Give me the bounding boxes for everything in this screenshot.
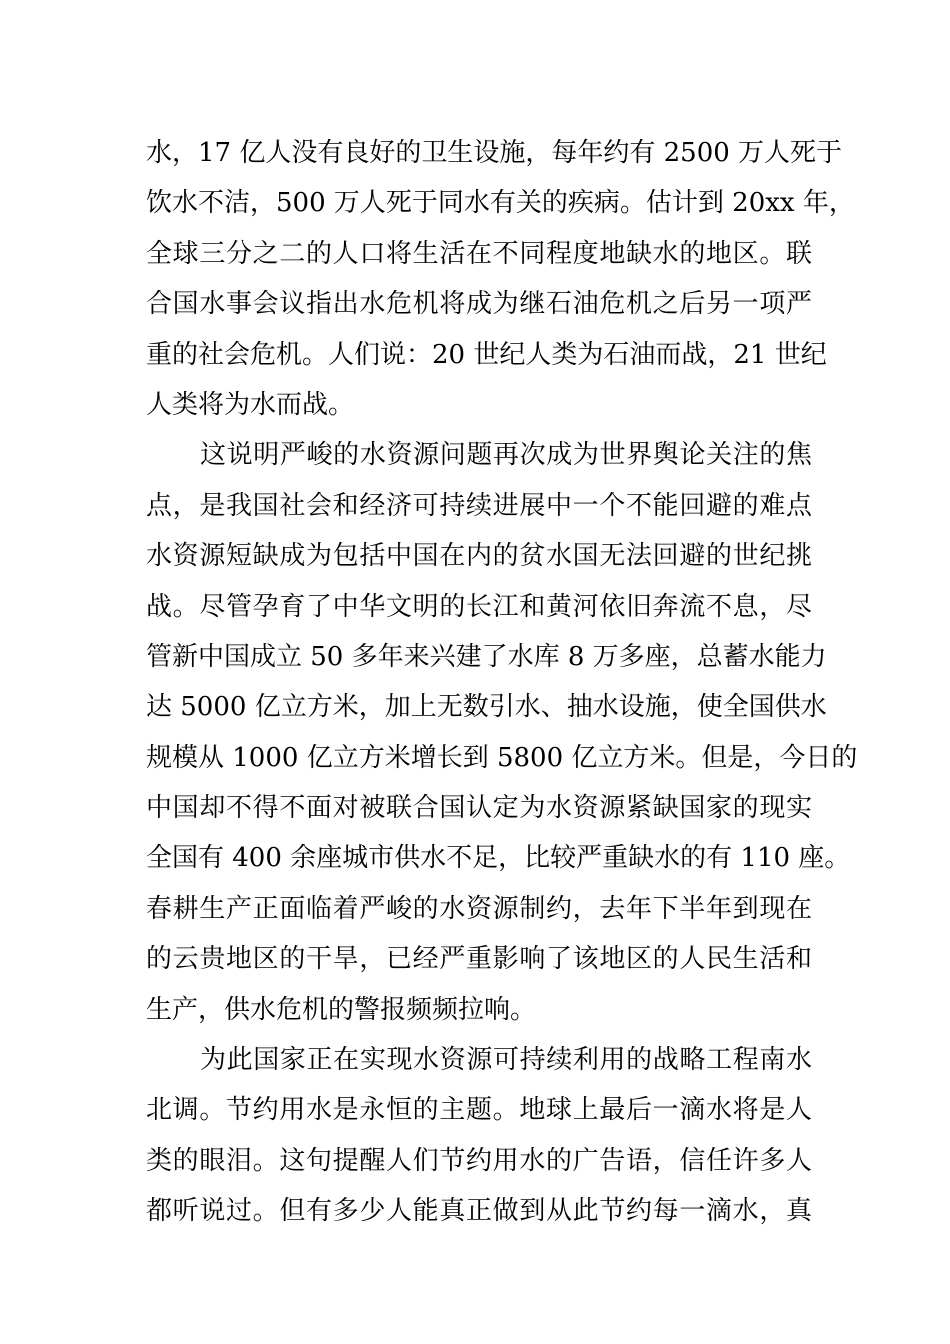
text-line: 管新中国成立 50 多年来兴建了水库 8 万多座，总蓄水能力 <box>146 641 827 672</box>
text-line: 全国有 400 余座城市供水不足，比较严重缺水的有 110 座。 <box>146 843 851 874</box>
text-line: 战。尽管孕育了中华文明的长江和黄河依旧奔流不息，尽 <box>146 591 812 622</box>
text-line: 达 5000 亿立方米，加上无数引水、抽水设施，使全国供水 <box>146 692 827 723</box>
text-line: 中国却不得不面对被联合国认定为水资源紧缺国家的现实 <box>146 793 812 824</box>
text-line: 的云贵地区的干旱，已经严重影响了该地区的人民生活和 <box>146 944 812 975</box>
paragraph-1 <box>146 128 855 430</box>
text-line: 春耕生产正面临着严峻的水资源制约，去年下半年到现在 <box>146 893 812 924</box>
text-line: 合国水事会议指出水危机将成为继石油危机之后另一项严 <box>146 289 812 320</box>
text-line: 这说明严峻的水资源问题再次成为世界舆论关注的焦 <box>200 440 812 471</box>
text-line: 规模从 1000 亿立方米增长到 5800 亿立方米。但是，今日的 <box>146 742 858 773</box>
text-line: 水，17 亿人没有良好的卫生设施，每年约有 2500 万人死于 <box>146 138 843 168</box>
text-line: 都听说过。但有多少人能真正做到从此节约每一滴水，真 <box>146 1196 812 1227</box>
text-line: 重的社会危机。人们说：20 世纪人类为石油而战，21 世纪 <box>146 339 827 370</box>
paragraph-3 <box>146 1035 812 1237</box>
text-line: 为此国家正在实现水资源可持续利用的战略工程南水 <box>200 1045 812 1076</box>
text-line: 水资源短缺成为包括中国在内的贫水国无法回避的世纪挑 <box>146 541 812 572</box>
text-line: 饮水不洁，500 万人死于同水有关的疾病。估计到 20xx 年， <box>146 188 855 219</box>
text-line: 北调。节约用水是永恒的主题。地球上最后一滴水将是人 <box>146 1095 812 1126</box>
text-line: 全球三分之二的人口将生活在不同程度地缺水的地区。联 <box>146 238 812 269</box>
text-line: 人类将为水而战。 <box>146 389 355 420</box>
text-line: 点，是我国社会和经济可持续进展中一个不能回避的难点 <box>146 490 812 521</box>
paragraph-2 <box>146 430 858 1035</box>
document-body <box>146 128 858 1237</box>
text-line: 生产，供水危机的警报频频拉响。 <box>146 994 537 1025</box>
text-line: 类的眼泪。这句提醒人们节约用水的广告语，信任许多人 <box>146 1145 812 1176</box>
